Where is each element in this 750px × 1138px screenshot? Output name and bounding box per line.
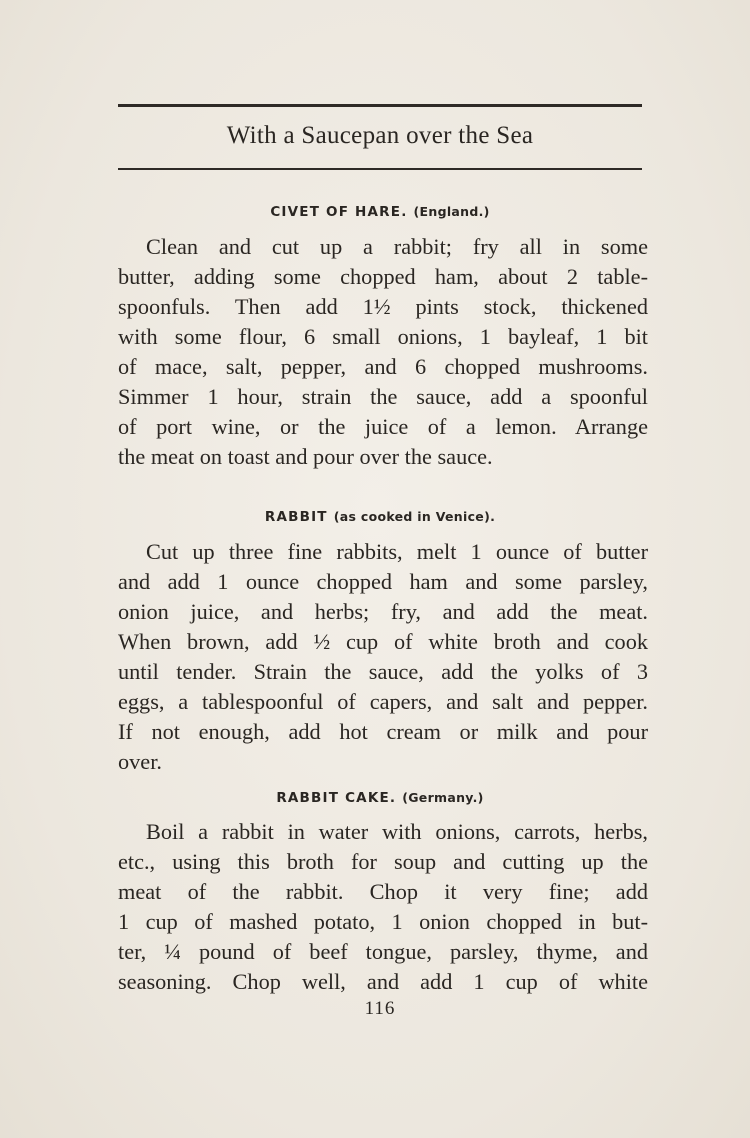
text-line: onion juice, and herbs; fry, and add the meat.	[118, 599, 648, 624]
text-line: 1 cup of mashed potato, 1 onion chopped in but-	[118, 909, 648, 934]
recipe-body-rabbit	[118, 537, 648, 777]
recipe-origin: (Germany.)	[402, 790, 484, 805]
recipe-origin: (England.)	[413, 204, 490, 219]
text-line: of port wine, or the juice of a lemon. Arrange	[118, 414, 648, 439]
page-number: 116	[364, 998, 396, 1019]
text-line: over.	[118, 749, 162, 774]
text-line: and add 1 ounce chopped ham and some parsley,	[118, 569, 648, 594]
text-line: until tender. Strain the sauce, add the yolks of 3	[118, 659, 648, 684]
text-line: with some flour, 6 small onions, 1 bayleaf, 1 bit	[118, 324, 648, 349]
text-line: Clean and cut up a rabbit; fry all in some	[146, 234, 648, 259]
header-rule-bottom	[118, 168, 642, 170]
text-line: of mace, salt, pepper, and 6 chopped mushrooms.	[118, 354, 648, 379]
text-line: ter, ¼ pound of beef tongue, parsley, thyme, and	[118, 939, 648, 964]
recipe-origin: (as cooked in Venice).	[333, 509, 496, 524]
text-line: spoonfuls. Then add 1½ pints stock, thickened	[118, 294, 648, 319]
recipe-heading-civet-of-hare	[118, 204, 642, 220]
recipe-heading-rabbit-cake	[118, 790, 642, 806]
recipe-body-rabbit-cake	[118, 817, 648, 997]
recipe-title: CIVET OF HARE.	[270, 204, 408, 220]
text-line: When brown, add ½ cup of white broth and cook	[118, 629, 648, 654]
text-line: meat of the rabbit. Chop it very fine; add	[118, 879, 648, 904]
recipe-body-civet-of-hare	[118, 232, 648, 472]
header-rule-top	[118, 104, 642, 107]
recipe-heading-rabbit	[118, 509, 642, 525]
text-line: Boil a rabbit in water with onions, carrots, herbs,	[146, 819, 648, 844]
running-head: With a Saucepan over the Sea	[226, 122, 534, 149]
text-line: Cut up three fine rabbits, melt 1 ounce of butter	[146, 539, 648, 564]
text-line: etc., using this broth for soup and cutting up the	[118, 849, 648, 874]
text-line: butter, adding some chopped ham, about 2 table-	[118, 264, 648, 289]
recipe-title: RABBIT	[264, 509, 328, 525]
text-line: eggs, a tablespoonful of capers, and salt and pepper.	[118, 689, 648, 714]
recipe-title: RABBIT CAKE.	[276, 790, 397, 806]
text-line: Simmer 1 hour, strain the sauce, add a spoonful	[118, 384, 648, 409]
text-line: the meat on toast and pour over the sauce.	[118, 444, 493, 469]
text-line: seasoning. Chop well, and add 1 cup of white	[118, 969, 648, 994]
text-line: If not enough, add hot cream or milk and pour	[118, 719, 648, 744]
